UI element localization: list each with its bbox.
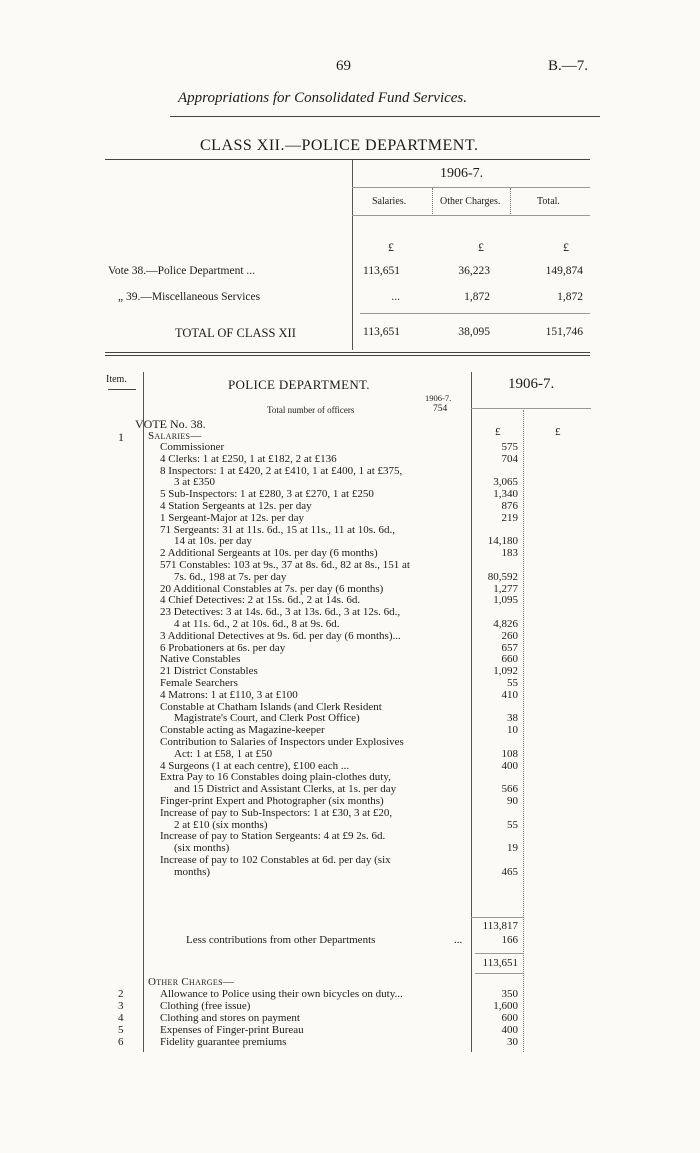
salary-line bbox=[174, 535, 482, 547]
other-charge-line: Fidelity guarantee premiums bbox=[160, 1036, 287, 1048]
summary-year-rule bbox=[352, 187, 590, 188]
salary-line-text: Act: 1 at £58, 1 at £50 bbox=[174, 747, 273, 760]
detail-currency-2: £ bbox=[555, 426, 561, 438]
salary-line-text: Increase of pay to Sub-Inspectors: 1 at £30, 3 at £20, bbox=[160, 806, 393, 819]
amount-column-divider bbox=[523, 410, 524, 1052]
salary-line-amount: 876 bbox=[501, 500, 518, 512]
salary-line bbox=[160, 453, 468, 465]
net-total-amount: 113,651 bbox=[482, 957, 518, 969]
salary-line bbox=[160, 512, 468, 524]
officers-label: Total number of officers bbox=[267, 405, 355, 415]
salary-line-amount: 410 bbox=[501, 688, 518, 701]
less-label: Less contributions from other Departments bbox=[186, 934, 376, 946]
salary-line bbox=[174, 712, 482, 724]
item-number: 3 bbox=[118, 1000, 124, 1012]
salary-line bbox=[160, 807, 468, 819]
salary-line bbox=[160, 760, 468, 772]
net-rule-top bbox=[475, 953, 523, 954]
salary-line bbox=[174, 842, 482, 854]
salary-line bbox=[160, 701, 468, 713]
salary-line-amount: 1,095 bbox=[493, 594, 518, 607]
salary-line-amount: 108 bbox=[501, 747, 518, 760]
salary-line-amount: 465 bbox=[501, 865, 518, 878]
currency-other: £ bbox=[478, 240, 484, 254]
salary-line-text: Extra Pay to 16 Constables doing plain-clothes duty, bbox=[160, 771, 391, 784]
salary-line-text: 71 Sergeants: 31 at 11s. 6d., 15 at 11s., 11 at 10s. 6d., bbox=[160, 523, 396, 536]
summary-total-other: 38,095 bbox=[458, 326, 490, 338]
subtotal-rule bbox=[471, 917, 523, 918]
salary-line-text: 4 Matrons: 1 at £110, 3 at £100 bbox=[160, 688, 298, 701]
salary-line bbox=[160, 606, 468, 618]
item-number: 1 bbox=[118, 430, 124, 444]
salary-line bbox=[160, 594, 468, 606]
salary-line-amount: 219 bbox=[501, 511, 518, 524]
salary-line-text: 571 Constables: 103 at 9s., 37 at 8s. 6d., 82 at 8s., 151 at bbox=[160, 559, 410, 571]
salary-line bbox=[160, 547, 468, 559]
detail-year-rule bbox=[471, 408, 591, 409]
salary-line-text: Contribution to Salaries of Inspectors under Explosives bbox=[160, 736, 404, 748]
officers-year: 1906-7. bbox=[425, 393, 452, 403]
other-charge-line: Expenses of Finger-print Bureau bbox=[160, 1024, 304, 1036]
less-amount: 166 bbox=[501, 934, 518, 946]
salary-line-text: 5 Sub-Inspectors: 1 at £280, 3 at £270, 1 at £250 bbox=[160, 488, 374, 501]
salary-line-amount: 80,592 bbox=[487, 570, 518, 583]
summary-row-label: „ 39.—Miscellaneous Services bbox=[118, 291, 261, 303]
salary-line bbox=[160, 488, 468, 500]
salary-line bbox=[160, 689, 468, 701]
other-charge-line: Clothing (free issue) bbox=[160, 1000, 251, 1012]
salary-line-amount: 14,180 bbox=[487, 535, 518, 548]
summary-bottom-rule-2 bbox=[105, 355, 590, 356]
salary-line-text: (six months) bbox=[174, 842, 230, 855]
salary-line bbox=[174, 866, 482, 878]
other-charge-line: Clothing and stores on payment bbox=[160, 1012, 300, 1024]
subtotal-amount: 113,817 bbox=[482, 920, 518, 932]
salary-line-text: 4 Surgeons (1 at each centre), £100 each ... bbox=[160, 759, 350, 772]
salary-line bbox=[174, 476, 482, 488]
salary-line-text: 21 District Constables bbox=[160, 665, 258, 678]
salary-line-amount: 10 bbox=[507, 724, 518, 737]
salary-line-amount: 660 bbox=[501, 653, 518, 666]
salary-line-amount: 1,340 bbox=[493, 488, 518, 501]
detail-year: 1906-7. bbox=[508, 376, 555, 392]
col-divider-2 bbox=[510, 188, 511, 214]
salary-line bbox=[160, 465, 468, 477]
summary-sum-rule bbox=[360, 313, 590, 314]
salary-line-amount: 55 bbox=[507, 677, 518, 689]
less-dots: ... bbox=[454, 934, 463, 946]
salary-line-amount: 55 bbox=[507, 818, 518, 831]
salary-line bbox=[160, 642, 468, 654]
salary-line-amount: 260 bbox=[501, 629, 518, 642]
summary-left-divider bbox=[352, 160, 353, 350]
salary-line bbox=[174, 748, 482, 760]
salary-line-amount: 38 bbox=[507, 712, 518, 725]
summary-row-other: 1,872 bbox=[464, 291, 490, 303]
salary-line-amount: 183 bbox=[501, 547, 518, 560]
salary-line-amount: 400 bbox=[501, 759, 518, 772]
col-header-other: Other Charges. bbox=[440, 196, 501, 207]
page-title: Appropriations for Consolidated Fund Services. bbox=[178, 90, 468, 106]
salary-line bbox=[160, 630, 468, 642]
salary-line-text: and 15 District and Assistant Clerks, at 1s. per day bbox=[174, 783, 397, 796]
summary-header-rule bbox=[352, 215, 590, 216]
other-charge-amount: 30 bbox=[507, 1036, 518, 1048]
salary-line-amount: 4,826 bbox=[493, 618, 518, 630]
salary-line-text: 2 at £10 (six months) bbox=[174, 818, 268, 831]
item-number: 2 bbox=[118, 988, 124, 1000]
salary-line bbox=[160, 524, 468, 536]
salary-line-amount: 1,092 bbox=[493, 665, 518, 678]
currency-salaries: £ bbox=[388, 240, 394, 254]
summary-row-total: 149,874 bbox=[545, 265, 583, 277]
salary-line bbox=[160, 771, 468, 783]
salary-line-text: 4 at 11s. 6d., 2 at 10s. 6d., 8 at 9s. 6d. bbox=[174, 618, 340, 630]
salary-line-amount: 1,277 bbox=[493, 582, 518, 595]
salary-line-amount: 19 bbox=[507, 842, 518, 855]
summary-row-total: 1,872 bbox=[557, 291, 583, 303]
salary-line bbox=[160, 724, 468, 736]
item-number: 5 bbox=[118, 1024, 124, 1036]
other-charge-amount: 1,600 bbox=[493, 1000, 518, 1012]
salary-line-amount: 90 bbox=[507, 795, 518, 807]
salary-line bbox=[160, 665, 468, 677]
salary-line-text: Native Constables bbox=[160, 653, 241, 666]
salary-line-text: 6 Probationers at 6s. per day bbox=[160, 641, 286, 654]
summary-year: 1906-7. bbox=[440, 166, 484, 181]
salary-line-amount: 3,065 bbox=[493, 476, 518, 489]
salary-line-text: 3 at £350 bbox=[174, 476, 215, 489]
summary-row-label: Vote 38.—Police Department ... bbox=[108, 265, 256, 277]
salary-line-text: 4 Clerks: 1 at £250, 1 at £182, 2 at £136 bbox=[160, 452, 337, 465]
salary-line-text: Female Searchers bbox=[160, 677, 238, 689]
summary-top-rule bbox=[105, 159, 590, 160]
header-rule bbox=[170, 116, 600, 117]
salary-line bbox=[160, 441, 468, 453]
salary-line-text: 8 Inspectors: 1 at £420, 2 at £410, 1 at £400, 1 at £375, bbox=[160, 464, 403, 477]
other-charge-amount: 600 bbox=[501, 1012, 518, 1024]
vote-heading: VOTE No. 38. bbox=[135, 417, 206, 431]
summary-total-salaries: 113,651 bbox=[363, 326, 400, 338]
col-divider-1 bbox=[432, 188, 433, 214]
salary-line-text: 23 Detectives: 3 at 14s. 6d., 3 at 13s. 6d., 3 at 12s. 6d., bbox=[160, 606, 401, 619]
other-charges-heading: Other Charges— bbox=[148, 976, 235, 988]
item-header: Item. bbox=[106, 374, 127, 385]
summary-total-label: TOTAL OF CLASS XII bbox=[175, 326, 296, 340]
salary-line-text: months) bbox=[174, 865, 211, 878]
salary-line-text: 14 at 10s. per day bbox=[174, 535, 252, 548]
salary-line-text: 4 Station Sergeants at 12s. per day bbox=[160, 500, 312, 512]
summary-total-total: 151,746 bbox=[545, 326, 583, 338]
salary-line bbox=[160, 559, 468, 571]
salary-line bbox=[174, 783, 482, 795]
document-reference: B.—7. bbox=[548, 58, 589, 74]
other-charge-amount: 400 bbox=[501, 1024, 518, 1036]
salary-line bbox=[160, 500, 468, 512]
salary-line-amount: 657 bbox=[501, 641, 518, 654]
salary-line bbox=[174, 618, 482, 630]
summary-row-salaries: ... bbox=[391, 291, 400, 303]
page-number: 69 bbox=[336, 58, 351, 74]
salary-line bbox=[160, 795, 468, 807]
salary-line bbox=[160, 677, 468, 689]
salary-line-text: 2 Additional Sergeants at 10s. per day (6 months) bbox=[160, 547, 378, 560]
class-title: CLASS XII.—POLICE DEPARTMENT. bbox=[200, 137, 479, 154]
salary-line-text: 20 Additional Constables at 7s. per day (6 months) bbox=[160, 582, 384, 595]
detail-currency-1: £ bbox=[495, 426, 501, 438]
salary-line-text: Finger-print Expert and Photographer (six months) bbox=[160, 795, 384, 807]
summary-row-other: 36,223 bbox=[458, 265, 490, 277]
summary-bottom-rule bbox=[105, 352, 590, 353]
col-header-total: Total. bbox=[537, 196, 560, 207]
salary-line-text: Constable at Chatham Islands (and Clerk Resident bbox=[160, 700, 382, 713]
other-charge-line: Allowance to Police using their own bicycles on duty... bbox=[160, 988, 403, 1000]
salary-line-text: Commissioner bbox=[160, 441, 225, 453]
salary-line-text: 3 Additional Detectives at 9s. 6d. per day (6 months)... bbox=[160, 629, 401, 642]
item-number: 6 bbox=[118, 1036, 124, 1048]
salary-line-text: 1 Sergeant-Major at 12s. per day bbox=[160, 511, 304, 524]
salary-line bbox=[174, 819, 482, 831]
item-header-rule bbox=[108, 389, 136, 390]
other-charge-amount: 350 bbox=[501, 988, 518, 1000]
salary-line-amount: 566 bbox=[501, 783, 518, 796]
summary-row-salaries: 113,651 bbox=[363, 265, 400, 277]
salary-line bbox=[160, 736, 468, 748]
salary-line bbox=[160, 854, 468, 866]
salary-line-amount: 575 bbox=[501, 441, 518, 453]
salary-line-text: Constable acting as Magazine-keeper bbox=[160, 724, 325, 737]
salary-line bbox=[160, 653, 468, 665]
salary-line bbox=[174, 571, 482, 583]
item-number: 4 bbox=[118, 1012, 124, 1024]
salaries-heading: Salaries— bbox=[148, 430, 202, 442]
currency-total: £ bbox=[563, 240, 569, 254]
detail-title: POLICE DEPARTMENT. bbox=[228, 377, 370, 392]
net-rule-bottom bbox=[475, 973, 523, 974]
salary-line-text: 4 Chief Detectives: 2 at 15s. 6d., 2 at 14s. 6d. bbox=[160, 594, 361, 607]
salary-line-amount: 704 bbox=[501, 452, 518, 465]
salary-line bbox=[160, 583, 468, 595]
salary-line-text: Increase of pay to 102 Constables at 6d. per day (six bbox=[160, 854, 391, 866]
officers-count: 754 bbox=[433, 404, 448, 414]
item-column-divider bbox=[143, 372, 144, 1052]
salary-line bbox=[160, 830, 468, 842]
salary-line-text: Magistrate's Court, and Clerk Post Office) bbox=[174, 712, 360, 725]
salary-line-text: Increase of pay to Station Sergeants: 4 at £9 2s. 6d. bbox=[160, 830, 386, 843]
salary-line-text: 7s. 6d., 198 at 7s. per day bbox=[174, 570, 287, 583]
col-header-salaries: Salaries. bbox=[372, 196, 407, 207]
